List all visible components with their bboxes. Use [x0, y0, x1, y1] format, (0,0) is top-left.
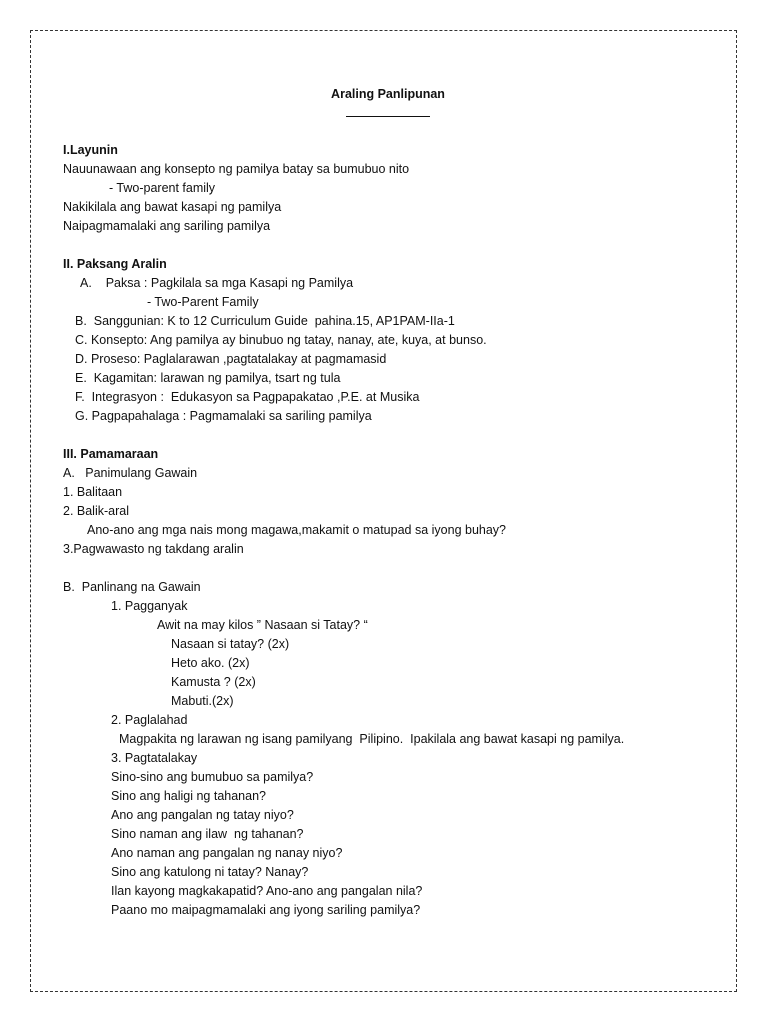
- discussion-question: Sino ang haligi ng tahanan?: [111, 789, 266, 803]
- section-heading-paksa: II. Paksang Aralin: [63, 257, 167, 271]
- discussion-question: Sino naman ang ilaw ng tahanan?: [111, 827, 304, 841]
- layunin-item: Naipagmamalaki ang sariling pamilya: [63, 219, 271, 233]
- pamamaraan-step: 3.Pagwawasto ng takdang aralin: [63, 542, 244, 556]
- pamamaraan-step: 2. Balik-aral: [63, 504, 129, 518]
- layunin-item: Nauunawaan ang konsepto ng pamilya batay sa bumubuo nito: [63, 162, 410, 176]
- song-title: Awit na may kilos ” Nasaan si Tatay? “: [157, 618, 368, 632]
- paksa-item-g: G. Pagpapahalaga : Pagmamalaki sa sariling pamilya: [75, 409, 372, 423]
- paksa-subitem-a: - Two-Parent Family: [147, 295, 259, 309]
- song-line: Nasaan si tatay? (2x): [171, 637, 290, 651]
- layunin-item: Nakikilala ang bawat kasapi ng pamilya: [63, 200, 282, 214]
- pamamaraan-step: 1. Pagganyak: [111, 599, 188, 613]
- discussion-question: Sino-sino ang bumubuo sa pamilya?: [111, 770, 314, 784]
- pamamaraan-item-a: A. Panimulang Gawain: [63, 466, 198, 480]
- paksa-item-c: C. Konsepto: Ang pamilya ay binubuo ng tatay, nanay, ate, kuya, at bunso.: [75, 333, 487, 347]
- discussion-question: Sino ang katulong ni tatay? Nanay?: [111, 865, 309, 879]
- discussion-question: Ano ang pangalan ng tatay niyo?: [111, 808, 294, 822]
- paksa-item-f: F. Integrasyon : Edukasyon sa Pagpapakatao ,P.E. at Musika: [75, 390, 420, 404]
- pamamaraan-step: 3. Pagtatalakay: [111, 751, 198, 765]
- paksa-item-e: E. Kagamitan: larawan ng pamilya, tsart ng tula: [75, 371, 341, 385]
- title-block: [63, 84, 713, 120]
- discussion-question: Paano mo maipagmamalaki ang iyong sariling pamilya?: [111, 903, 421, 917]
- pamamaraan-item-b: B. Panlinang na Gawain: [63, 580, 201, 594]
- paksa-item-a: A. Paksa : Pagkilala sa mga Kasapi ng Pamilya: [80, 276, 354, 290]
- discussion-question: Ano naman ang pangalan ng nanay niyo?: [111, 846, 343, 860]
- section-heading-pamamaraan: III. Pamamaraan: [63, 447, 159, 461]
- discussion-question: Ilan kayong magkakapatid? Ano-ano ang pangalan nila?: [111, 884, 423, 898]
- song-line: Mabuti.(2x): [171, 694, 234, 708]
- paglalahad-text: Magpakita ng larawan ng isang pamilyang Pilipino. Ipakilala ang bawat kasapi ng pamilya.: [119, 732, 625, 746]
- pamamaraan-step: 1. Balitaan: [63, 485, 123, 499]
- paksa-item-d: D. Proseso: Paglalarawan ,pagtatalakay at pagmamasid: [75, 352, 387, 366]
- song-line: Kamusta ? (2x): [171, 675, 256, 689]
- balik-aral-question: Ano-ano ang mga nais mong magawa,makamit o matupad sa iyong buhay?: [87, 523, 507, 537]
- pamamaraan-step: 2. Paglalahad: [111, 713, 188, 727]
- title-underline: [346, 104, 430, 117]
- song-line: Heto ako. (2x): [171, 656, 250, 670]
- paksa-item-b: B. Sanggunian: K to 12 Curriculum Guide pahina.15, AP1PAM-IIa-1: [75, 314, 455, 328]
- layunin-subitem: - Two-parent family: [109, 181, 216, 195]
- document-body: [63, 84, 723, 920]
- section-heading-layunin: I.Layunin: [63, 143, 118, 157]
- page-title: Araling Panlipunan: [331, 87, 445, 101]
